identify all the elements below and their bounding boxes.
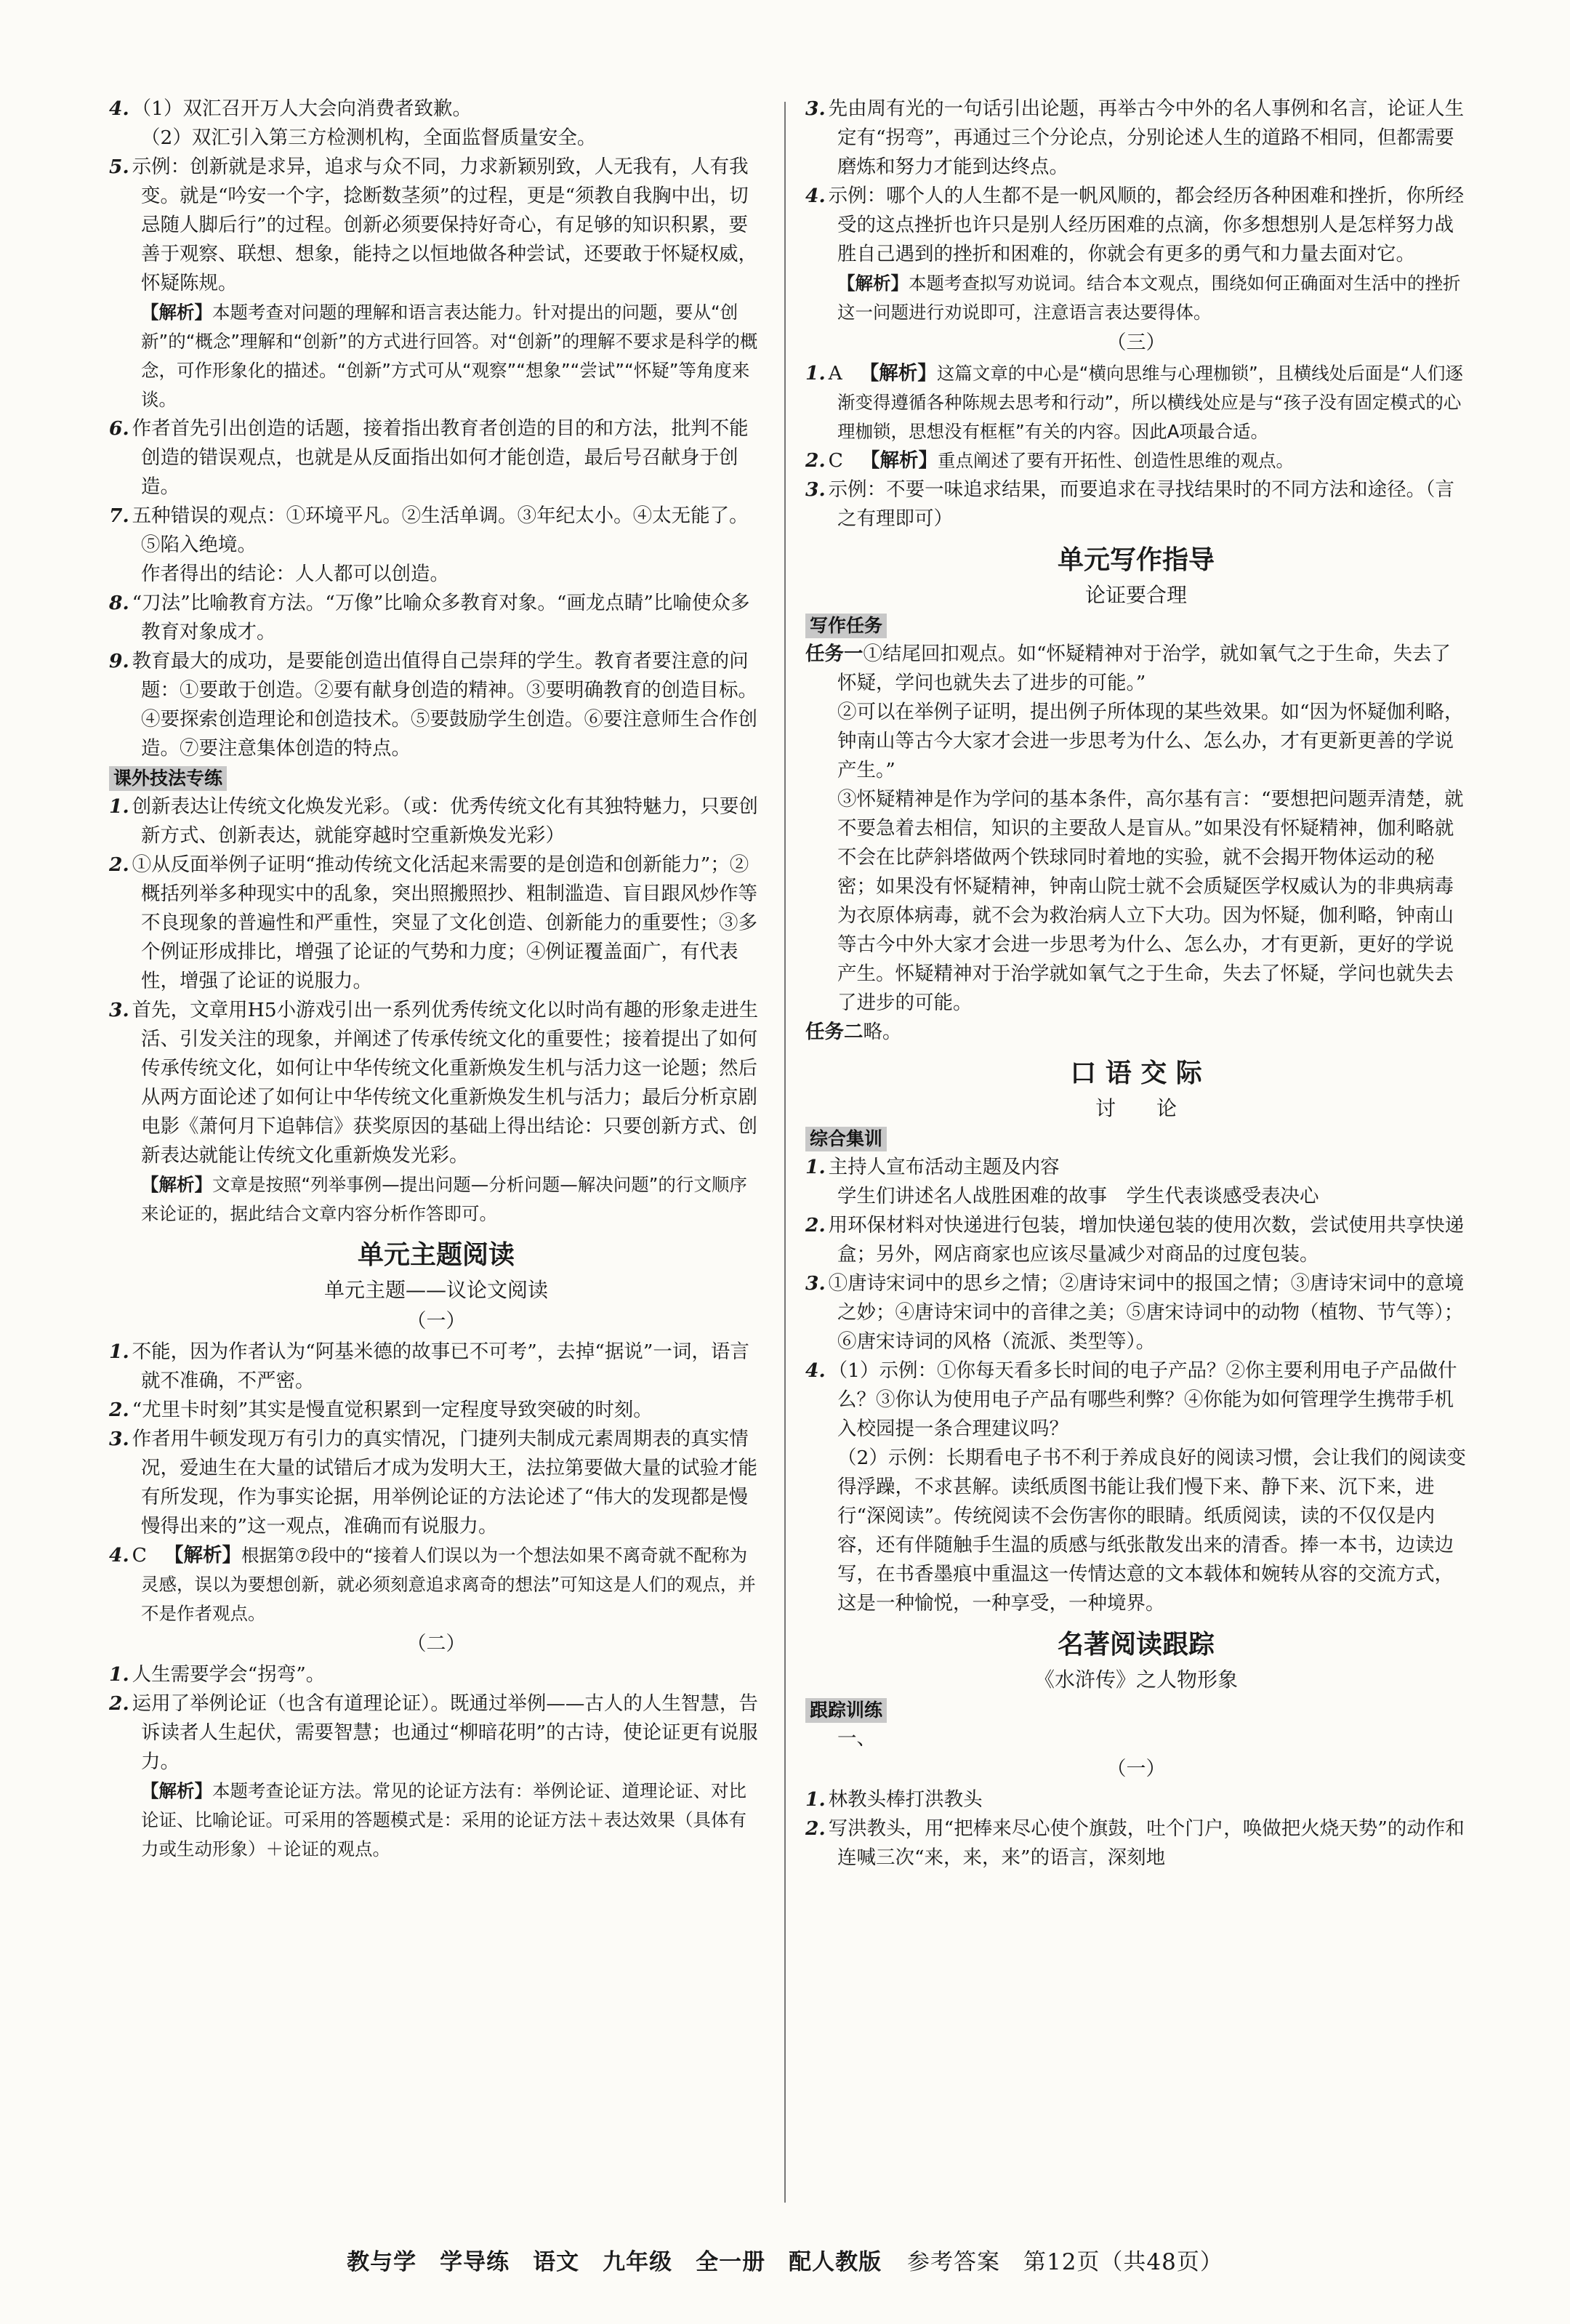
answer-paragraph: [109, 95, 763, 124]
answer-paragraph: [805, 698, 1467, 785]
answer-paragraph: [109, 1425, 763, 1541]
answer-text: 不能，因为作者认为“阿基米德的故事已不可考”，去掉“据说”一词，语言就不准确，不严密。: [132, 1340, 749, 1392]
analysis-tag: 【解析】: [837, 273, 909, 294]
answer-paragraph: [109, 792, 763, 851]
answer-text: A: [828, 362, 842, 385]
answer-text: 先由周有光的一句话引出论题，再举古今中外的名人事例和名言，论证人生定有“拐弯”，再通过三个分论点，分别论述人生的道路不相同，但都需要磨炼和努力才能到达终点。: [828, 97, 1465, 178]
answer-paragraph: [805, 1785, 1467, 1814]
question-number: 3.: [805, 478, 826, 501]
answer-paragraph: [109, 1541, 763, 1628]
right-column: [805, 95, 1467, 2203]
answer-paragraph: [805, 1356, 1467, 1444]
answer-paragraph: [805, 1018, 1467, 1047]
answer-text: 略。: [863, 1021, 902, 1043]
subsection-marker: （三）: [1106, 331, 1166, 354]
task-label: 任务一: [805, 643, 864, 665]
answer-text: 人生需要学会“拐弯”。: [132, 1663, 326, 1686]
question-number: 4.: [805, 1359, 826, 1382]
column-divider: [784, 102, 786, 2203]
answer-text: 运用了举例论证（也含有道理论证）。既通过举例——古人的人生智慧，告诉读者人生起伏，需要智慧；也通过“柳暗花明”的古诗，使论证更有说服力。: [132, 1692, 758, 1773]
analysis-text: 本题考查论证方法。常见的论证方法有：举例论证、道理论证、对比论证、比喻论证。可采用的答题模式是：采用的论证方法＋表达效果（具体有力或生动形象）＋论证的观点。: [141, 1780, 746, 1859]
analysis-text: 这篇文章的中心是“横向思维与心理枷锁”，且横线处后面是“人们逐渐变得遵循各种陈规去思考和行动”，所以横线处应是与“孩子没有固定模式的心理枷锁，思想没有框框”有关的内容。因此A项最合适。: [837, 363, 1463, 442]
section-subheading: 单元主题——议论文阅读: [323, 1278, 548, 1302]
analysis-tag: 【解析】: [859, 362, 937, 385]
question-number: 3.: [109, 999, 129, 1021]
answer-paragraph: [805, 1814, 1467, 1873]
section-badge: 综合集训: [805, 1127, 887, 1151]
answer-text: 示例：哪个人的人生都不是一帆风顺的，都会经历各种困难和挫折，你所经受的这点挫折也许只是别人经历困难的点滴，你多想想别人是怎样努力战胜自己遇到的挫折和困难的，你就会有更多的勇气和力量去面对它。: [828, 185, 1465, 265]
answer-text: ①结尾回扣观点。如“怀疑精神对于治学，就如氧气之于生命，失去了怀疑，学问也就失去了进步的可能。”: [837, 643, 1452, 694]
analysis-tag: 【解析】: [164, 1544, 241, 1567]
answer-paragraph: [109, 1660, 763, 1689]
section-badge-row: [109, 763, 763, 792]
answer-text: 五种错误的观点：①环境平凡。②生活单调。③年纪太小。④太无能了。⑤陷入绝境。: [132, 504, 749, 556]
footer-page-info: 参考答案 第12页（共48页）: [906, 2249, 1223, 2275]
answer-text: 林教头棒打洪教头: [828, 1788, 983, 1811]
answer-paragraph: [805, 1153, 1467, 1182]
answer-paragraph: [805, 182, 1467, 269]
answer-text: ①从反面举例子证明“推动传统文化活起来需要的是创造和创新能力”；②概括列举多种现实中的乱象，突出照搬照抄、粗制滥造、盲目跟风炒作等不良现象的普遍性和严重性，突显了文化创造、创新能力的重要性；③多个例证形成排比，增强了论证的气势和力度；④例证覆盖面广，有代表性，增强了论证的说服力。: [132, 853, 757, 992]
answer-text: 用环保材料对快递进行包装，增加快递包装的使用次数，尝试使用共享快递盒；另外，网店商家也应该尽量减少对商品的过度包装。: [828, 1214, 1465, 1266]
answer-text: ①唐诗宋词中的思乡之情；②唐诗宋词中的报国之情；③唐诗宋词中的意境之妙；④唐诗宋词中的音律之美；⑤唐宋诗词中的动物（植物、节气等）；⑥唐宋诗词的风格（流派、类型等）。: [828, 1272, 1465, 1353]
analysis-tag: 【解析】: [141, 302, 212, 323]
question-number: 2.: [805, 1214, 826, 1237]
answer-paragraph: [805, 1444, 1467, 1618]
answer-text: ③怀疑精神是作为学问的基本条件，高尔基有言：“要想把问题弄清楚，就不要急着去相信，知识的主要敌人是盲从。”如果没有怀疑精神，伽利略就不会在比萨斜塔做两个铁球同时着地的实验，就不会揭开物体运动的秘密；如果没有怀疑精神，钟南山院士就不会质疑医学权威认为的非典病毒为衣原体病毒，就不会为救治病人立下大功。因为怀疑，伽利略，钟南山等古今中外大家才会进一步思考为什么、怎么办，才有更新，更好的学说产生。怀疑精神对于治学就如氧气之于生命，失去了怀疑，学问也就失去了进步的可能。: [837, 788, 1464, 1014]
answer-paragraph: [109, 1777, 763, 1864]
analysis-tag: 【解析】: [860, 449, 938, 472]
answer-paragraph: [109, 1338, 763, 1396]
section-badge-row: [805, 1124, 1467, 1153]
answer-paragraph: [109, 851, 763, 996]
answer-paragraph: [109, 589, 763, 647]
answer-text: ②可以在举例子证明，提出例子所体现的某些效果。如“因为怀疑伽利略，钟南山等古今大家才会进一步思考为什么、怎么办，才有更新更善的学说产生。”: [837, 701, 1464, 781]
answer-text: 示例：不要一味追求结果，而要追求在寻找结果时的不同方法和途径。（言之有理即可）: [828, 478, 1454, 530]
answer-text: “尤里卡时刻”其实是慢直觉积累到一定程度导致突破的时刻。: [132, 1399, 653, 1421]
page-footer: [0, 2248, 1570, 2277]
section-heading: 单元写作指导: [1057, 545, 1215, 575]
answer-paragraph: [805, 446, 1467, 475]
answer-paragraph: [109, 1396, 763, 1425]
section-badge-row: [805, 611, 1467, 640]
answer-text: 作者首先引出创造的话题，接着指出教育者创造的目的和方法，批判不能创造的错误观点，也就是从反面指出如何才能创造，最后号召献身于创造。: [132, 417, 749, 498]
section-heading: 单元主题阅读: [357, 1240, 515, 1270]
question-number: 2.: [805, 449, 826, 472]
question-number: 5.: [109, 156, 129, 178]
footer-series: 教与学 学导练 语文 九年级 全一册 配人教版: [347, 2249, 882, 2275]
analysis-tag: 【解析】: [141, 1780, 212, 1801]
question-number: 1.: [805, 362, 826, 385]
question-number: 9.: [109, 650, 129, 672]
answer-text: 主持人宣布活动主题及内容: [828, 1156, 1060, 1178]
analysis-text: 重点阐述了要有开拓性、创造性思维的观点。: [937, 450, 1294, 471]
subsection-marker: （一）: [1106, 1758, 1166, 1780]
answer-text: 示例：创新就是求异，追求与众不同，力求新颖别致，人无我有，人有我变。就是“吟安一个字，捻断数茎须”的过程，更是“须教自我胸中出，切忌随人脚后行”的过程。创新必须要保持好奇心，有足够的知识积累，要善于观察、联想、想象，能持之以恒地做各种尝试，还要敢于怀疑权威，怀疑陈规。: [132, 156, 757, 294]
question-number: 3.: [805, 1272, 826, 1295]
answer-text: “刀法”比喻教育方法。“万像”比喻众多教育对象。“画龙点睛”比喻使众多教育对象成才。: [132, 592, 750, 643]
answer-text: 创新表达让传统文化焕发光彩。（或：优秀传统文化有其独特魅力，只要创新方式、创新表达，就能穿越时空重新焕发光彩）: [132, 795, 758, 847]
question-number: 1.: [109, 1663, 129, 1686]
answer-paragraph: [805, 475, 1467, 534]
question-number: 3.: [109, 1428, 129, 1450]
answer-text: 学生们讲述名人战胜困难的故事 学生代表谈感受表决心: [837, 1185, 1319, 1207]
analysis-text: 本题考查对问题的理解和语言表达能力。针对提出的问题，要从“创新”的“概念”理解和“创新”的方式进行回答。对“创新”的理解不要求是科学的概念，可作形象化的描述。“创新”方式可从“观察”“想象”“尝试”“怀疑”等角度来谈。: [141, 302, 758, 410]
answer-paragraph: [805, 1211, 1467, 1269]
answer-paragraph: [805, 95, 1467, 182]
question-number: 3.: [805, 97, 826, 120]
answer-paragraph: [109, 1170, 763, 1229]
section-subheading: 论证要合理: [1084, 583, 1187, 607]
section-subheading: 《水浒传》之人物形象: [1034, 1668, 1238, 1692]
answer-paragraph: [109, 298, 763, 414]
answer-paragraph: [805, 640, 1467, 698]
answer-paragraph: [109, 1689, 763, 1777]
answer-paragraph: [109, 414, 763, 502]
answer-paragraph: [805, 1724, 1467, 1753]
answer-text: 一、: [837, 1727, 876, 1750]
answer-paragraph: [109, 153, 763, 298]
subsection-marker: （一）: [406, 1310, 466, 1332]
question-number: 2.: [109, 1399, 129, 1421]
answer-paragraph: [805, 785, 1467, 1018]
question-number: 1.: [109, 1340, 129, 1363]
answer-paragraph: [109, 502, 763, 560]
question-number: 8.: [109, 592, 129, 614]
answer-paragraph: [109, 647, 763, 763]
section-subheading: 讨 论: [1095, 1096, 1177, 1120]
question-number: 1.: [109, 795, 129, 818]
answer-text: C: [828, 449, 843, 472]
answer-text: 作者得出的结论：人人都可以创造。: [141, 563, 449, 585]
question-number: 4.: [109, 1544, 129, 1567]
question-number: 7.: [109, 504, 129, 527]
answer-paragraph: [805, 359, 1467, 446]
section-heading: 名著阅读跟踪: [1057, 1630, 1215, 1660]
answer-text: （1）示例：①你每天看多长时间的电子产品？②你主要利用电子产品做什么？③你认为使用电子产品有哪些利弊？④你能为如何管理学生携带手机入校园提一条合理建议吗？: [828, 1359, 1457, 1440]
answer-paragraph: [805, 269, 1467, 327]
answer-text: （1）双汇召开万人大会向消费者致歉。: [132, 97, 472, 120]
answer-text: 首先，文章用H5小游戏引出一系列优秀传统文化以时尚有趣的形象走进生活、引发关注的现象，并阐述了传承传统文化的重要性；接着提出了如何传承传统文化，如何让中华传统文化重新焕发生机与活力这一论题；然后从两方面论述了如何让中华传统文化重新焕发生机与活力；最后分析京剧电影《萧何月下追韩信》获奖原因的基础上得出结论：只要创新方式、创新表达就能让传统文化重新焕发光彩。: [132, 999, 759, 1167]
analysis-text: 根据第⑦段中的“接着人们误以为一个想法如果不离奇就不配称为灵感，误以为要想创新，就必须刻意追求离奇的想法”可知这是人们的观点，并不是作者观点。: [141, 1545, 756, 1624]
question-number: 4.: [109, 97, 129, 120]
question-number: 6.: [109, 417, 129, 440]
answer-paragraph: [109, 996, 763, 1170]
section-heading: 口 语 交 际: [1070, 1058, 1202, 1088]
answer-text: 写洪教头，用“把棒来尽心使个旗鼓，吐个门户，唤做把火烧天势”的动作和连喊三次“来，来，来”的语言，深刻地: [828, 1817, 1465, 1869]
question-number: 1.: [805, 1788, 826, 1811]
analysis-tag: 【解析】: [141, 1174, 212, 1195]
answer-text: C: [132, 1544, 147, 1567]
answer-text: 作者用牛顿发现万有引力的真实情况，门捷列夫制成元素周期表的真实情况，爱迪生在大量的试错后才成为发明大王，法拉第要做大量的试验才能有所发现，作为事实论据，用举例论证的方法论述了“伟大的发现都是慢慢得出来的”这一观点，准确而有说服力。: [132, 1428, 757, 1537]
section-badge: 跟踪训练: [805, 1698, 887, 1723]
question-number: 4.: [805, 185, 826, 207]
analysis-text: 文章是按照“列举事例—提出问题—分析问题—解决问题”的行文顺序来论证的，据此结合文章内容分析作答即可。: [141, 1174, 747, 1224]
task-label: 任务二: [805, 1021, 864, 1043]
question-number: 2.: [805, 1817, 826, 1840]
question-number: 2.: [109, 1692, 129, 1715]
section-badge-row: [805, 1695, 1467, 1724]
answer-paragraph: [805, 1182, 1467, 1211]
answer-paragraph: [109, 560, 763, 589]
answer-paragraph: [805, 1269, 1467, 1356]
analysis-text: 本题考查拟写劝说词。结合本文观点，围绕如何正确面对生活中的挫折这一问题进行劝说即可，注意语言表达要得体。: [837, 273, 1461, 323]
section-badge: 写作任务: [805, 614, 887, 638]
left-column: [109, 95, 763, 2203]
answer-text: （2）示例：长期看电子书不利于养成良好的阅读习惯，会让我们的阅读变得浮躁，不求甚解。读纸质图书能让我们慢下来、静下来、沉下来，进行“深阅读”。传统阅读不会伤害你的眼睛。纸质阅读，读的不仅仅是内容，还有伴随触手生温的质感与纸张散发出来的清香。捧一本书，边读边写，在书香墨痕中重温这一传情达意的文本载体和婉转从容的交流方式，这是一种愉悦，一种享受，一种境界。: [837, 1447, 1466, 1615]
subsection-marker: （二）: [406, 1633, 466, 1655]
answer-text: 教育最大的成功，是要能创造出值得自己崇拜的学生。教育者要注意的问题：①要敢于创造。②要有献身创造的精神。③要明确教育的创造目标。④要探索创造理论和创造技术。⑤要鼓励学生创造。⑥要注意师生合作创造。⑦要注意集体创造的特点。: [132, 650, 757, 760]
answer-text: （2）双汇引入第三方检测机构，全面监督质量安全。: [141, 126, 597, 149]
answer-paragraph: [109, 124, 763, 153]
question-number: 2.: [109, 853, 129, 876]
section-badge: 课外技法专练: [109, 766, 227, 791]
question-number: 1.: [805, 1156, 826, 1178]
